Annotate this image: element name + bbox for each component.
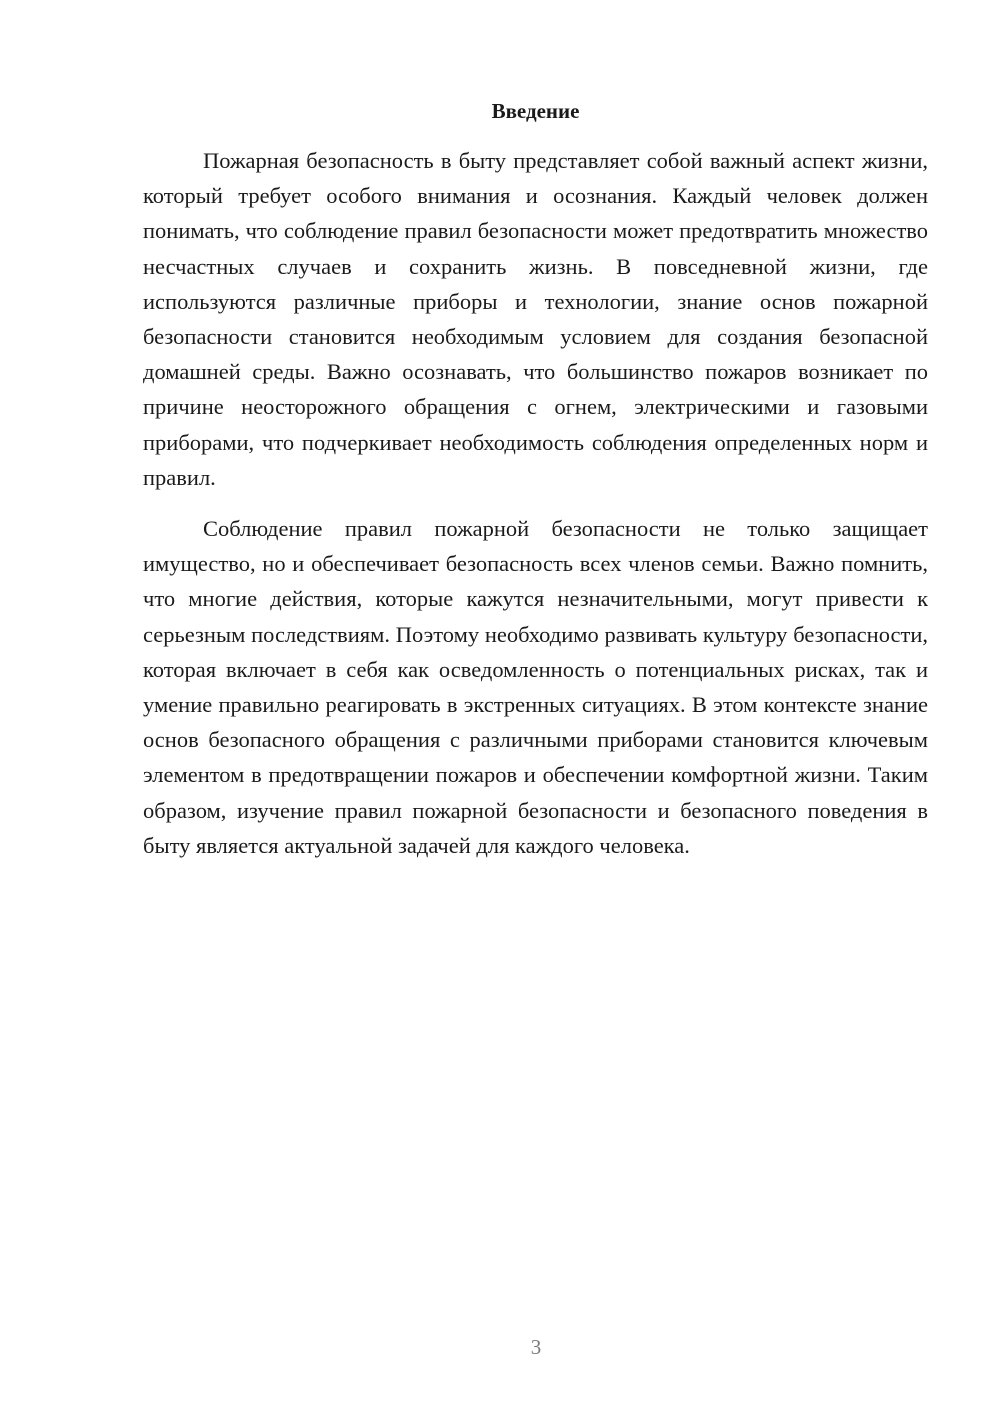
section-heading: Введение xyxy=(491,99,580,123)
paragraph-safety-culture: Соблюдение правил пожарной безопасности не только защищает имущество, но и обеспечивает безопасность всех членов семьи. Важно помнить, что многие действия, которые кажутся незначительными, могут привести к серьезным последствиям. Поэтому необходимо развивать культуру безопасности, которая включает в себя как осведомленность о потенциальных рисках, так и умение правильно реагировать в экстренных ситуациях. В этом контексте знание основ безопасного обращения с различными приборами становится ключевым элементом в предотвращении пожаров и обеспечении комфортной жизни. Таким образом, изучение правил пожарной безопасности и безопасного поведения в быту является актуальной задачей для каждого человека. xyxy=(143,516,928,858)
paragraph-intro: Пожарная безопасность в быту представляет собой важный аспект жизни, который требует особого внимания и осознания. Каждый человек должен понимать, что соблюдение правил безопасности может предотвратить множество несчастных случаев и сохранить жизнь. В повседневной жизни, где используются различные приборы и технологии, знание основ пожарной безопасности становится необходимым условием для создания безопасной домашней среды. Важно осознавать, что большинство пожаров возникает по причине неосторожного обращения с огнем, электрическими и газовыми приборами, что подчеркивает необходимость соблюдения определенных норм и правил. xyxy=(143,148,928,490)
page-number: 3 xyxy=(530,1335,542,1359)
body-text xyxy=(143,143,928,863)
